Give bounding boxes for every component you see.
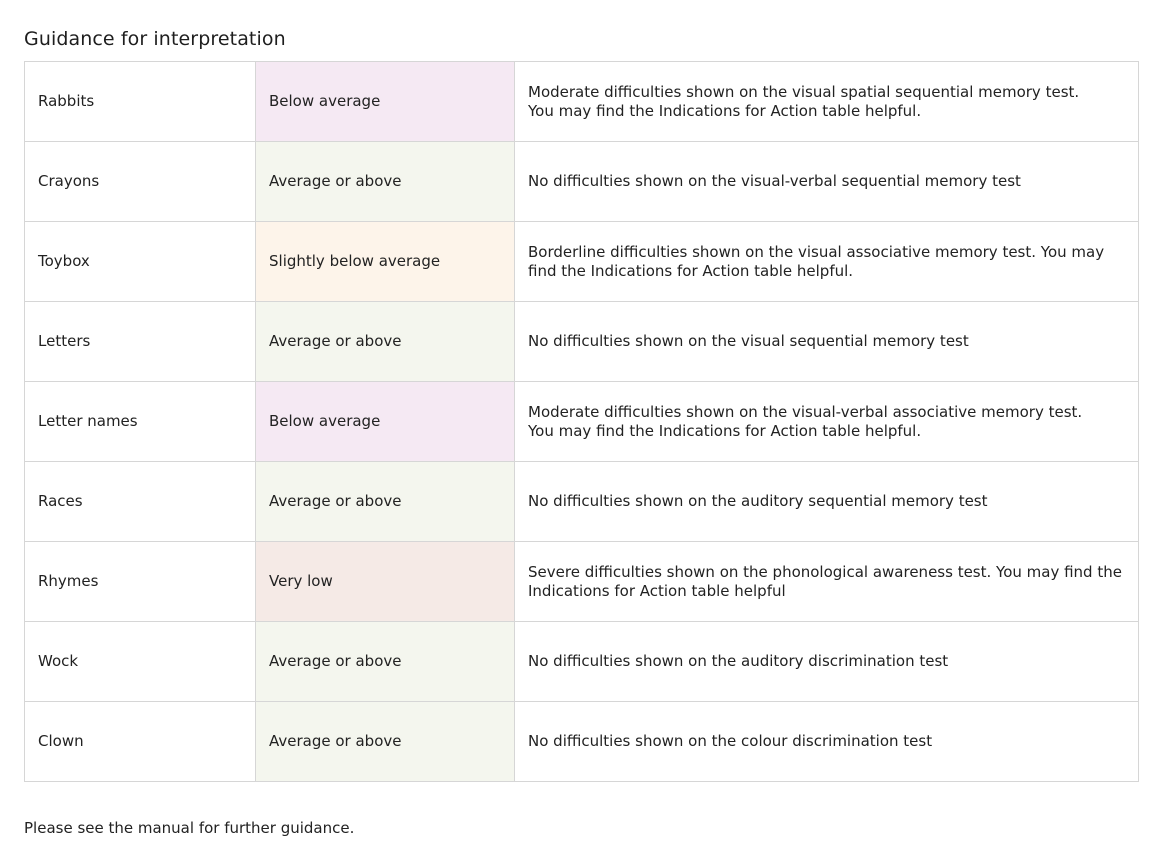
- result-description-cell: No difficulties shown on the auditory discrimination test: [515, 622, 1139, 702]
- interpretation-table: [24, 61, 1139, 782]
- result-level-cell: Very low: [256, 542, 515, 622]
- result-description-cell: No difficulties shown on the auditory sequential memory test: [515, 462, 1139, 542]
- result-description-cell: No difficulties shown on the visual sequential memory test: [515, 302, 1139, 382]
- result-level-cell: Average or above: [256, 622, 515, 702]
- result-description-cell: Moderate difficulties shown on the visual-verbal associative memory test. You may find the Indications for Action table helpful.: [515, 382, 1139, 462]
- table-row: [25, 302, 1139, 382]
- result-description-cell: No difficulties shown on the colour discrimination test: [515, 702, 1139, 782]
- table-row: [25, 462, 1139, 542]
- result-level-cell: Average or above: [256, 702, 515, 782]
- table-row: [25, 222, 1139, 302]
- footer-note: Please see the manual for further guidance.: [24, 819, 355, 837]
- table-row: [25, 62, 1139, 142]
- result-level-cell: Below average: [256, 382, 515, 462]
- test-name-cell: Toybox: [25, 222, 256, 302]
- result-description-cell: No difficulties shown on the visual-verbal sequential memory test: [515, 142, 1139, 222]
- test-name-cell: Letters: [25, 302, 256, 382]
- test-name-cell: Crayons: [25, 142, 256, 222]
- result-description-cell: Borderline difficulties shown on the visual associative memory test. You may find the Indications for Action table helpful.: [515, 222, 1139, 302]
- result-level-cell: Slightly below average: [256, 222, 515, 302]
- test-name-cell: Races: [25, 462, 256, 542]
- test-name-cell: Clown: [25, 702, 256, 782]
- result-level-cell: Average or above: [256, 462, 515, 542]
- result-level-cell: Below average: [256, 62, 515, 142]
- result-level-cell: Average or above: [256, 302, 515, 382]
- table-row: [25, 542, 1139, 622]
- result-level-cell: Average or above: [256, 142, 515, 222]
- test-name-cell: Rabbits: [25, 62, 256, 142]
- table-row: [25, 702, 1139, 782]
- table-row: [25, 622, 1139, 702]
- result-description-cell: Severe difficulties shown on the phonological awareness test. You may find the Indications for Action table helpful: [515, 542, 1139, 622]
- interpretation-table-body: [25, 62, 1139, 782]
- result-description-cell: Moderate difficulties shown on the visual spatial sequential memory test. You may find the Indications for Action table helpful.: [515, 62, 1139, 142]
- test-name-cell: Letter names: [25, 382, 256, 462]
- test-name-cell: Wock: [25, 622, 256, 702]
- page-title: Guidance for interpretation: [24, 28, 286, 50]
- test-name-cell: Rhymes: [25, 542, 256, 622]
- table-row: [25, 382, 1139, 462]
- table-row: [25, 142, 1139, 222]
